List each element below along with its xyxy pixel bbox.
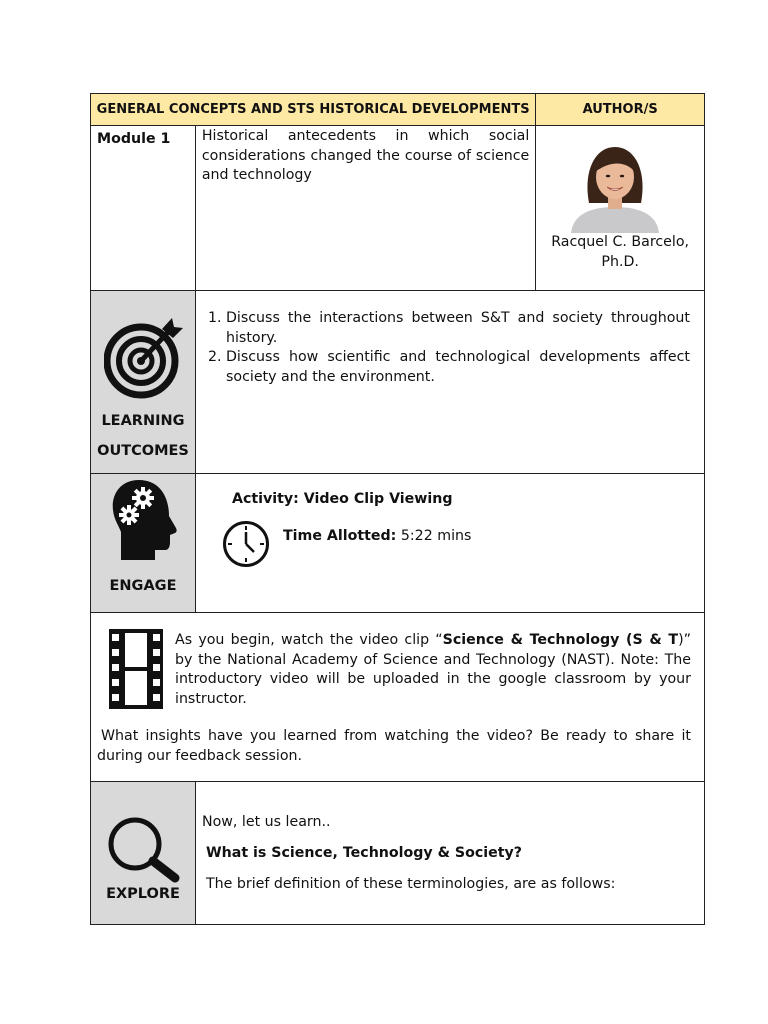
engage-label: ENGAGE: [109, 578, 177, 594]
time-allotted: [283, 527, 471, 547]
clock-icon: [222, 520, 270, 568]
time-value: 5:22 mins: [400, 528, 472, 544]
head-gears-icon: [109, 478, 179, 560]
learning-outcomes-label-1: LEARNING: [101, 413, 185, 429]
header-row: [91, 94, 704, 125]
video-reflection: What insights have you learned from watching the video? Be ready to share it during our feedback session.: [97, 728, 691, 764]
video-row: [91, 612, 704, 781]
author-heading: AUTHOR/S: [535, 94, 704, 125]
explore-row: [91, 781, 704, 924]
activity-title: Activity: Video Clip Viewing: [232, 491, 453, 507]
explore-intro: Now, let us learn..: [202, 814, 331, 830]
author-cell: [535, 126, 704, 290]
learning-outcomes-row: [91, 290, 704, 473]
explore-definition-lead: The brief definition of these terminologies, are as follows:: [206, 876, 616, 892]
explore-label: EXPLORE: [106, 886, 180, 902]
outcomes-content: [195, 291, 704, 473]
magnifier-icon: [105, 816, 185, 886]
learning-outcomes-label-2: OUTCOMES: [97, 443, 189, 459]
video-text-end: )” by the National Academy of Science and Technology (NAST). Note: The introductory video will be uploaded in the google classroom by your instructor.: [175, 632, 691, 707]
outcome-item: 1. Discuss the interactions between S&T and society throughout history.: [226, 309, 690, 348]
time-label: Time Allotted:: [283, 528, 397, 544]
author-name: Racquel C. Barcelo, Ph.D.: [551, 234, 690, 270]
film-strip-icon: [109, 629, 163, 709]
module-row: [91, 125, 704, 290]
header-title: GENERAL CONCEPTS AND STS HISTORICAL DEVELOPMENTS: [96, 102, 530, 117]
video-text-start: As you begin, watch the video clip “: [175, 632, 443, 648]
explore-question: What is Science, Technology & Society?: [206, 845, 523, 861]
author-photo: [567, 141, 663, 233]
target-icon: [104, 315, 184, 399]
module-label: Module 1: [97, 131, 171, 147]
outcomes-list: [204, 309, 690, 387]
engage-row: [91, 473, 704, 612]
video-title: Science & Technology (S & T: [442, 632, 679, 648]
module-description: Historical antecedents in which social considerations changed the course of science and technology: [195, 126, 535, 290]
outcome-item: 2. Discuss how scientific and technological developments affect society and the environment.: [226, 348, 690, 387]
module-table: [90, 93, 705, 925]
video-instructions: [175, 631, 691, 709]
